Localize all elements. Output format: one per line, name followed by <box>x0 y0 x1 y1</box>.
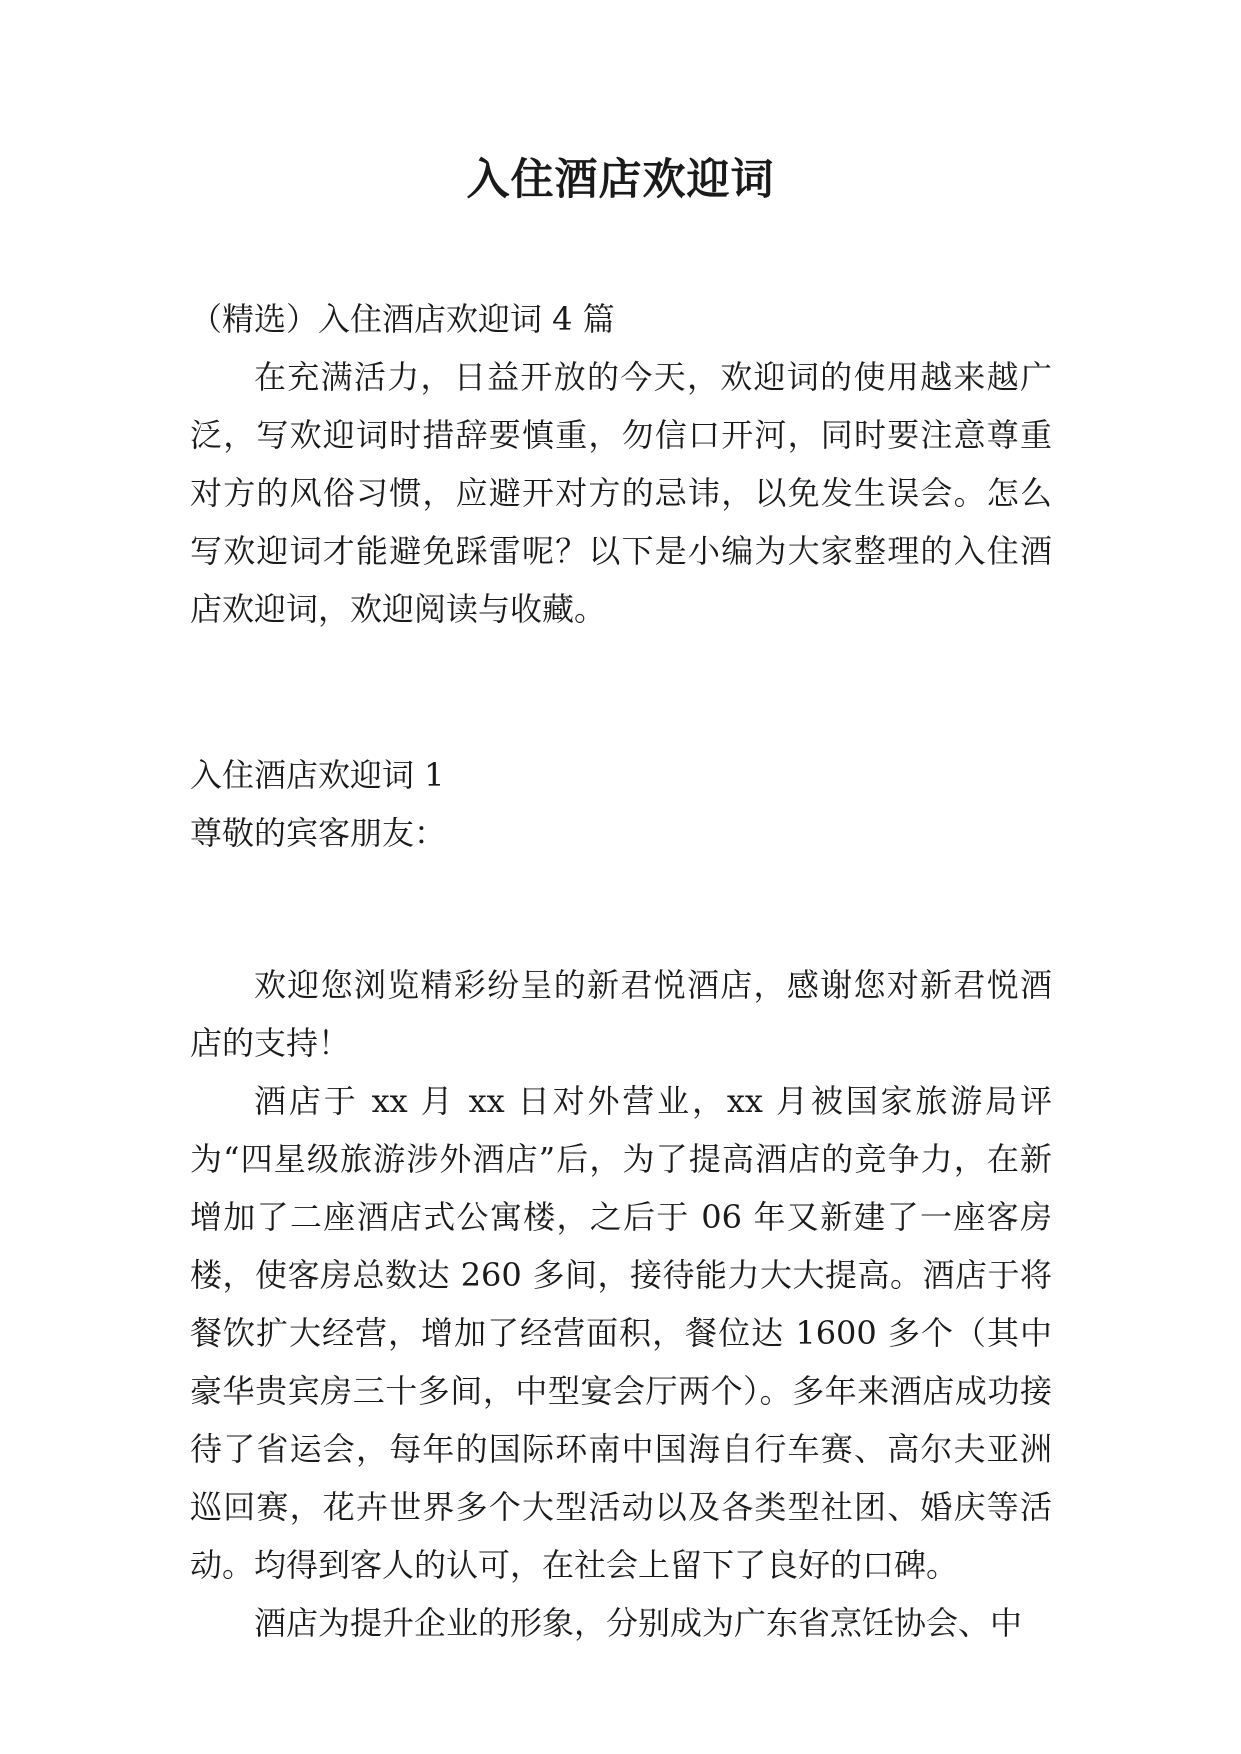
subtitle: （精选）入住酒店欢迎词 4 篇 <box>190 300 615 338</box>
body-paragraph: 酒店于 xx 月 xx 日对外营业，xx 月被国家旅游局评为“四星级旅游涉外酒店”后，为了提高酒店的竞争力，在新增加了二座酒店式公寓楼，之后于 06 年又新建了一座客房楼，使客房总数达 260 多间，接待能力大大提高。酒店于将餐饮扩大经营，增加了经营面积，餐位达 1600 多个（其中豪华贵宾房三十多间，中型宴会厅两个）。多年来酒店成功接待了省运会，每年的国际环南中国海自行车赛、高尔夫亚洲巡回赛，花卉世界多个大型活动以及各类型社团、婚庆等活动。均得到客人的认可，在社会上留下了良好的口碑。 <box>190 1082 1052 1584</box>
section-heading: 入住酒店欢迎词 1 <box>190 756 445 794</box>
body-paragraph: 酒店为提升企业的形象，分别成为广东省烹饪协会、中 <box>254 1604 1023 1642</box>
spacer <box>190 638 1052 746</box>
spacer <box>190 862 1052 956</box>
salutation: 尊敬的宾客朋友： <box>190 814 447 852</box>
body-paragraph: 欢迎您浏览精彩纷呈的新君悦酒店，感谢您对新君悦酒店的支持！ <box>190 966 1052 1062</box>
document-body <box>190 290 1052 1652</box>
document-title: 入住酒店欢迎词 <box>466 155 775 205</box>
intro-paragraph: 在充满活力，日益开放的今天，欢迎词的使用越来越广泛，写欢迎词时措辞要慎重，勿信口开河，同时要注意尊重对方的风俗习惯，应避开对方的忌讳，以免发生误会。怎么写欢迎词才能避免踩雷呢？以下是小编为大家整理的入住酒店欢迎词，欢迎阅读与收藏。 <box>190 358 1052 628</box>
